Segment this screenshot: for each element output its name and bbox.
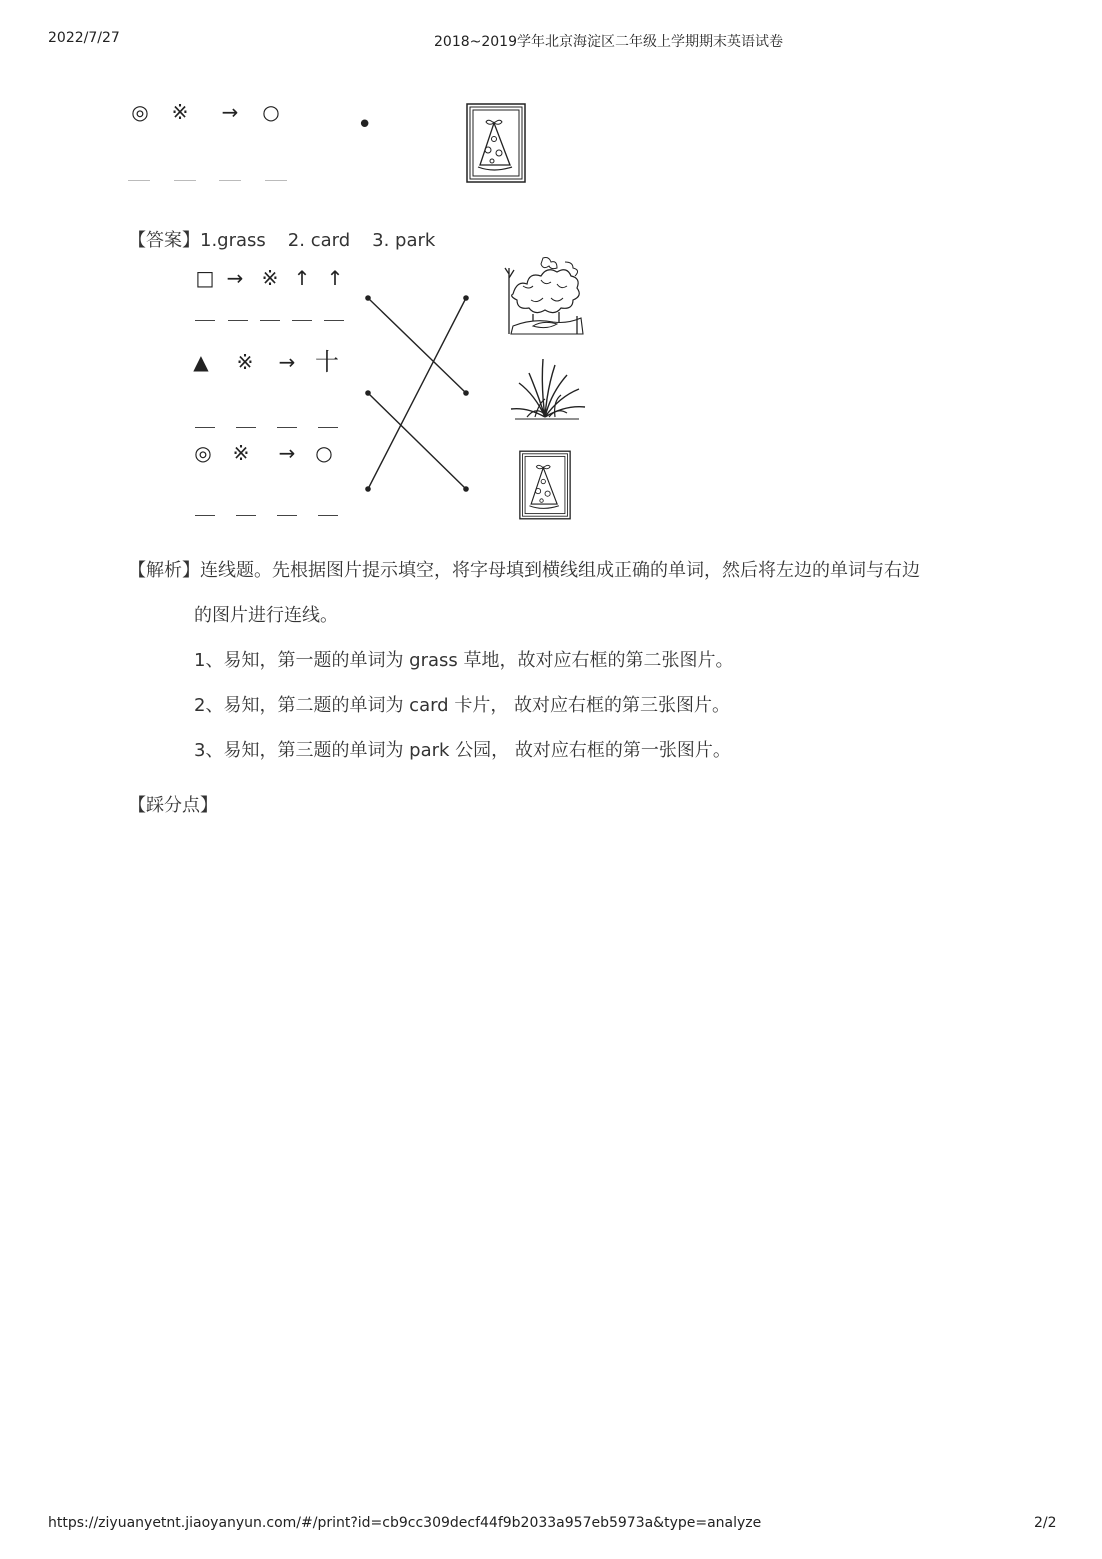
blank-line — [292, 320, 312, 321]
blank-line — [265, 180, 287, 181]
blank-line — [195, 427, 215, 428]
blank-line — [324, 320, 344, 321]
blank-line — [128, 180, 150, 181]
symbol-reference-mark: ※ — [261, 266, 279, 290]
analysis-intro: 连线题。先根据图片提示填空，将字母填到横线组成正确的单词，然后将左边的单词与右边 — [200, 560, 920, 581]
symbol-double-circle: ◎ — [194, 441, 212, 465]
symbol-triangle: ▲ — [193, 350, 209, 374]
blank-line — [318, 515, 338, 516]
symbol-arrow-right: → — [278, 441, 296, 465]
print-date: 2022/7/27 — [48, 30, 120, 46]
blank-line — [277, 427, 297, 428]
blank-line — [236, 427, 256, 428]
analysis-label: 【解析】 — [128, 560, 200, 581]
matching-lines — [360, 290, 476, 500]
document-title: 2018~2019学年北京海淀区二年级上学期期末英语试卷 — [434, 34, 783, 50]
symbol-arrow-right: → — [221, 100, 239, 124]
symbol-arrow-right: → — [278, 350, 296, 374]
answer-line — [128, 226, 435, 252]
symbol-double-circle: ◎ — [131, 100, 149, 124]
analysis-point: 1、易知，第一题的单词为 grass 草地，故对应右框的第二张图片。 — [194, 650, 734, 671]
symbol-reference-mark: ※ — [236, 350, 254, 374]
blank-line — [236, 515, 256, 516]
answer-item: 3. park — [372, 230, 436, 251]
symbol-arrow-right: → — [226, 266, 244, 290]
symbol-reference-mark: ※ — [232, 441, 250, 465]
analysis-line-2: 的图片进行连线。 — [194, 605, 338, 626]
symbol-square: □ — [195, 266, 215, 290]
blank-line — [219, 180, 241, 181]
party-hat-card-icon — [519, 450, 571, 520]
symbol-cross: 十 — [315, 348, 339, 376]
answer-item: 2. card — [287, 230, 351, 251]
party-hat-card-icon — [466, 103, 526, 183]
park-trees-icon — [503, 254, 589, 340]
connector-dot: • — [357, 110, 373, 140]
blank-line — [228, 320, 248, 321]
answer-item: 1.grass — [200, 230, 266, 251]
symbol-circle: ○ — [262, 100, 280, 124]
blank-line — [174, 180, 196, 181]
analysis-point: 3、易知，第三题的单词为 park 公园， 故对应右框的第一张图片。 — [194, 740, 731, 761]
blank-line — [260, 320, 280, 321]
page-url[interactable]: https://ziyuanyetnt.jiaoyanyun.com/#/print?id=cb9cc309decf44f9b2033a957eb5973a&type=analyze — [48, 1515, 762, 1531]
symbol-circle: ○ — [315, 441, 333, 465]
symbol-arrow-up: ↑ — [326, 266, 344, 290]
symbol-reference-mark: ※ — [171, 100, 189, 124]
blank-line — [195, 515, 215, 516]
grass-icon — [509, 353, 587, 421]
blank-line — [318, 427, 338, 428]
scoring-label: 【踩分点】 — [128, 795, 218, 816]
blank-line — [277, 515, 297, 516]
answer-label: 【答案】 — [128, 230, 200, 251]
page-number: 2/2 — [1034, 1515, 1057, 1531]
blank-line — [195, 320, 215, 321]
symbol-arrow-up: ↑ — [293, 266, 311, 290]
analysis-point: 2、易知，第二题的单词为 card 卡片， 故对应右框的第三张图片。 — [194, 695, 731, 716]
analysis-line-1 — [128, 556, 920, 582]
